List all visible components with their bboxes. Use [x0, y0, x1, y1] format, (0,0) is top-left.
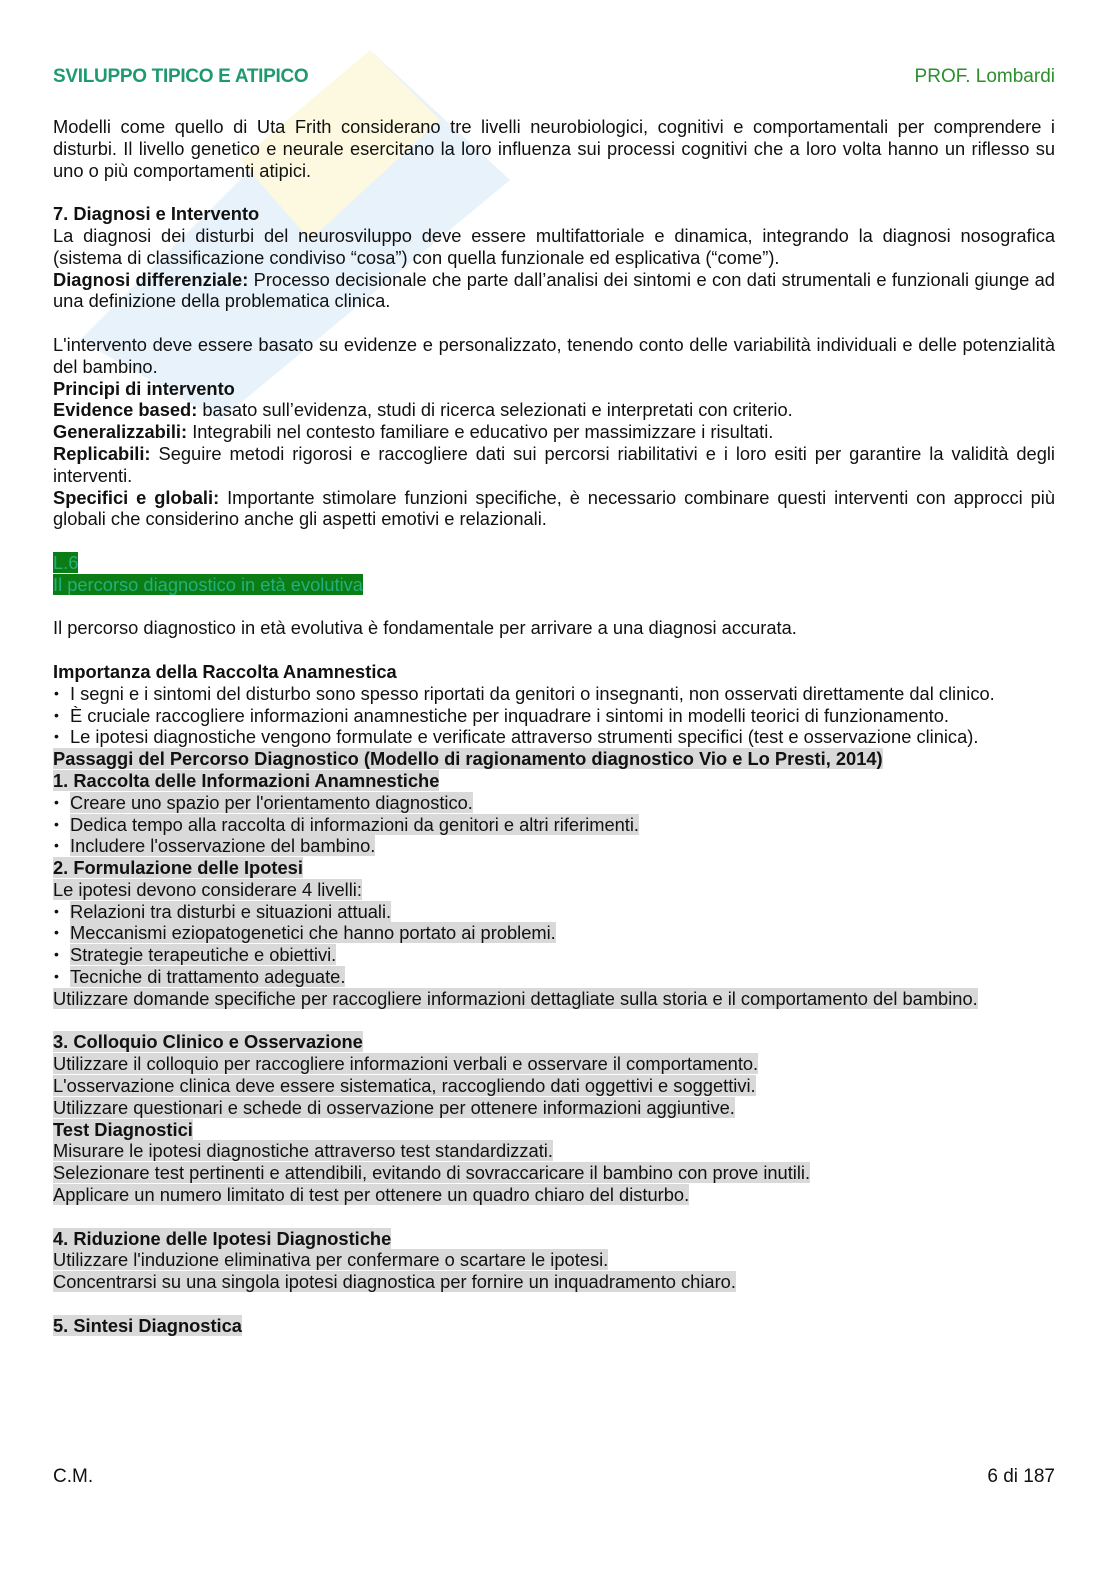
- paragraph: [53, 1162, 1055, 1184]
- paragraph: [53, 988, 1055, 1010]
- subheading: [53, 1315, 1055, 1337]
- text: Misurare le ipotesi diagnostiche attraverso test standardizzati.: [53, 1140, 553, 1162]
- text: Processo decisionale che parte dall’analisi dei sintomi e con dati strumentali e funzionali giunge ad una definizione della problematica clinica.: [53, 268, 1055, 312]
- bold-text: Passaggi del Percorso Diagnostico (Modello di ragionamento diagnostico Vio e Lo Presti, 2014): [53, 748, 883, 770]
- text: Utilizzare l'induzione eliminativa per confermare o scartare le ipotesi.: [53, 1249, 609, 1271]
- bullet-item: [53, 835, 1055, 857]
- bullet-item: [53, 705, 1055, 727]
- subheading: [53, 770, 1055, 792]
- text: Importante stimolare funzioni specifiche, è necessario combinare questi interventi con approcci più globali che considerino anche gli aspetti emotivi e relazionali.: [53, 486, 1055, 530]
- bold-text: 3. Colloquio Clinico e Osservazione: [53, 1031, 363, 1053]
- section-heading: [53, 574, 1055, 596]
- bullet-text: È cruciale raccogliere informazioni anamnestiche per inquadrare i sintomi in modelli teorici di funzionamento.: [70, 704, 949, 726]
- text: Utilizzare il colloquio per raccogliere informazioni verbali e osservare il comportamento.: [53, 1053, 759, 1075]
- bullet-list: [53, 683, 1055, 748]
- text: Modelli come quello di Uta Frith considerano tre livelli neurobiologici, cognitivi e comportamentali per comprendere i disturbi. Il livello genetico e neurale esercitano la loro influenza sui processi cognitivi che a loro volta hanno un riflesso su uno o più comportamenti atipici.: [53, 116, 1055, 181]
- bold-text: 7. Diagnosi e Intervento: [53, 203, 260, 225]
- bullet-text: Tecniche di trattamento adeguate.: [70, 966, 346, 988]
- bullet-text: Dedica tempo alla raccolta di informazioni da genitori e altri riferimenti.: [70, 813, 640, 835]
- paragraph: [53, 421, 1055, 443]
- bullet-item: [53, 814, 1055, 836]
- footer-author: C.M.: [53, 1466, 94, 1487]
- paragraph: [53, 399, 1055, 421]
- bullet-item: [53, 922, 1055, 944]
- bullet-text: Relazioni tra disturbi e situazioni attuali.: [70, 900, 392, 922]
- paragraph: [53, 487, 1055, 531]
- bold-text: Principi di intervento: [53, 377, 235, 399]
- text: Utilizzare questionari e schede di osservazione per ottenere informazioni aggiuntive.: [53, 1096, 735, 1118]
- bullet-list: [53, 901, 1055, 988]
- paragraph: [53, 1184, 1055, 1206]
- bold-text: Specifici e globali:: [53, 486, 220, 508]
- text: Le ipotesi devono considerare 4 livelli:: [53, 878, 362, 900]
- text: La diagnosi dei disturbi del neurosviluppo deve essere multifattoriale e dinamica, integrando la diagnosi nosografica (sistema di classificazione condiviso “cosa”) con quella funzionale ed esplicativa (“come”).: [53, 224, 1055, 268]
- bullet-text: Meccanismi eziopatogenetici che hanno portato ai problemi.: [70, 922, 556, 944]
- document-header-professor: PROF. Lombardi: [914, 66, 1055, 87]
- bold-text: Replicabili:: [53, 442, 151, 464]
- text: Utilizzare domande specifiche per raccogliere informazioni dettagliate sulla storia e il comportamento del bambino.: [53, 987, 978, 1009]
- bold-text: Importanza della Raccolta Anamnestica: [53, 660, 397, 682]
- text: Concentrarsi su una singola ipotesi diagnostica per fornire un inquadramento chiaro.: [53, 1271, 736, 1293]
- bullet-item: [53, 944, 1055, 966]
- paragraph: [53, 269, 1055, 313]
- bold-text: Test Diagnostici: [53, 1118, 193, 1140]
- bullet-text: Strategie terapeutiche e obiettivi.: [70, 944, 337, 966]
- bold-text: Evidence based:: [53, 399, 198, 421]
- bullet-item: [53, 792, 1055, 814]
- bold-text: 2. Formulazione delle Ipotesi: [53, 857, 303, 879]
- bullet-list: [53, 792, 1055, 857]
- subheading: [53, 1228, 1055, 1250]
- subheading: [53, 748, 1055, 770]
- text: L'intervento deve essere basato su evidenze e personalizzato, tenendo conto delle variabilità individuali e delle potenzialità del bambino.: [53, 333, 1055, 377]
- paragraph: [53, 1271, 1055, 1293]
- subheading: [53, 203, 1055, 225]
- paragraph: [53, 334, 1055, 378]
- paragraph: [53, 1249, 1055, 1271]
- text: Integrabili nel contesto familiare e educativo per massimizzare i risultati.: [187, 421, 774, 443]
- bullet-item: [53, 683, 1055, 705]
- footer-page-number: 6 di 187: [987, 1466, 1055, 1487]
- bold-text: 5. Sintesi Diagnostica: [53, 1314, 242, 1336]
- bullet-text: Includere l'osservazione del bambino.: [70, 835, 376, 857]
- bullet-item: [53, 901, 1055, 923]
- section-heading: [53, 552, 1055, 574]
- paragraph: [53, 225, 1055, 269]
- subheading: [53, 857, 1055, 879]
- paragraph: [53, 879, 1055, 901]
- subheading: [53, 378, 1055, 400]
- text: L.6: [53, 551, 79, 573]
- text: Applicare un numero limitato di test per ottenere un quadro chiaro del disturbo.: [53, 1184, 690, 1206]
- text: Selezionare test pertinenti e attendibili, evitando di sovraccaricare il bambino con prove inutili.: [53, 1162, 811, 1184]
- document-header-title: SVILUPPO TIPICO E ATIPICO: [53, 66, 309, 87]
- subheading: [53, 1119, 1055, 1141]
- text: Seguire metodi rigorosi e raccogliere dati sui percorsi riabilitativi e i loro esiti per garantire la validità degli interventi.: [53, 442, 1055, 486]
- bullet-item: [53, 966, 1055, 988]
- bold-text: 1. Raccolta delle Informazioni Anamnestiche: [53, 769, 440, 791]
- bullet-text: Creare uno spazio per l'orientamento diagnostico.: [70, 791, 473, 813]
- paragraph: [53, 1053, 1055, 1075]
- subheading: [53, 1031, 1055, 1053]
- bullet-item: [53, 726, 1055, 748]
- bold-text: Generalizzabili:: [53, 421, 188, 443]
- bold-text: 4. Riduzione delle Ipotesi Diagnostiche: [53, 1227, 392, 1249]
- document-body: [53, 116, 1055, 1337]
- subheading: [53, 661, 1055, 683]
- paragraph: [53, 1140, 1055, 1162]
- paragraph: [53, 443, 1055, 487]
- text: Il percorso diagnostico in età evolutiva: [53, 573, 363, 595]
- text: Il percorso diagnostico in età evolutiva è fondamentale per arrivare a una diagnosi accurata.: [53, 617, 797, 639]
- text: L'osservazione clinica deve essere sistematica, raccogliendo dati oggettivi e soggettivi.: [53, 1075, 756, 1097]
- paragraph: [53, 1097, 1055, 1119]
- paragraph: [53, 1075, 1055, 1097]
- text: basato sull’evidenza, studi di ricerca selezionati e interpretati con criterio.: [197, 399, 793, 421]
- bullet-text: Le ipotesi diagnostiche vengono formulate e verificate attraverso strumenti specifici (test e osservazione clinica).: [70, 726, 979, 748]
- bullet-text: I segni e i sintomi del disturbo sono spesso riportati da genitori o insegnanti, non osservati direttamente dal clinico.: [70, 682, 995, 704]
- bold-text: Diagnosi differenziale:: [53, 268, 249, 290]
- paragraph: [53, 116, 1055, 181]
- paragraph: [53, 617, 1055, 639]
